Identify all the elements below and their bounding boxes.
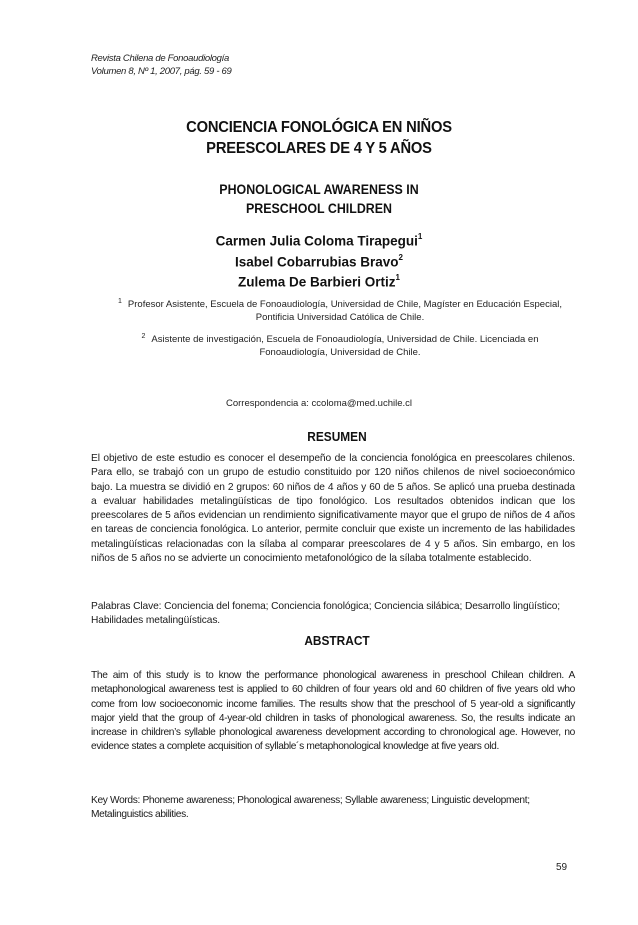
affiliation (100, 295, 580, 324)
journal-name: Revista Chilena de Fonoaudiología (91, 53, 229, 64)
title-english (26, 180, 613, 218)
abstract-paragraph: The aim of this study is to know the performance phonological awareness in preschool Chilean children. A metaphonological awareness test is applied to 60 children of four years old and 60 children of five years old who come from low socioeconomic income families. The results show that the preschool of 5 year-old a significantly major yield that the group of 4-year-old children in tasks of phonological awareness. So, the results indicate an increase in children’s syllable phonological awareness development according to chronological age. However, no evidence states a complete acquisition of syllable´s metaphonological knowledge at five years old. (91, 670, 575, 753)
page-number: 59 (556, 862, 568, 873)
author-affiliation-mark: 1 (395, 273, 400, 282)
affiliation-mark: 2 (141, 333, 146, 340)
title-english-line1: PHONOLOGICAL AWARENESS IN (219, 182, 419, 197)
abstract-heading: ABSTRACT (304, 634, 370, 648)
author-affiliation-mark: 1 (417, 232, 423, 241)
affiliation-mark: 1 (118, 298, 122, 305)
title-spanish-line1: CONCIENCIA FONOLÓGICA EN NIÑOS (186, 119, 452, 136)
correspondence-line: Correspondencia a: ccoloma@med.uchile.cl (225, 398, 412, 409)
author-name: Isabel Cobarrubias Bravo (234, 254, 399, 269)
affiliation-text: Profesor Asistente, Escuela de Fonoaudiología, Universidad de Chile, Magíster en Educación Especial, Pontificia Universidad Católica de Chile. (127, 299, 562, 324)
title-spanish-line2: PREESCOLARES DE 4 Y 5 AÑOS (206, 140, 432, 157)
author (0, 270, 638, 291)
journal-header (91, 53, 232, 78)
author-name: Carmen Julia Coloma Tirapegui (215, 233, 418, 249)
title-spanish (26, 117, 613, 159)
author (0, 229, 638, 250)
affiliation-text: Asistente de investigación, Escuela de Fonoaudiología, Universidad de Chile. Licenciada en Fonoaudiología, Universidad de Chile. (151, 334, 539, 359)
resumen-paragraph: El objetivo de este estudio es conocer el desempeño de la conciencia fonológica en preescolares chilenos. Para ello, se trabajó con un grupo de estudio constituido por 120 niños chilenos de nivel socioeconómico bajo. La muestra se dividió en 2 grupos: 60 niños de 4 años y 60 de 5 años. Se aplicó una prueba destinada a evaluar habilidades metalingüísticas de tipo fonológico. Los resultados obtenidos indican que los preescolares de 5 años evidencian un rendimiento significativamente mayor que el grupo de niños de 4 años en tareas de conciencia fonológica. Lo anterior, permite concluir que existe un incremento de las habilidades metalingüísticas relacionadas con la sílaba al comparar preescolares de 4 y 5 años. Sin embargo, en los niños de 5 años no se advierte un conocimiento metafonológico de la sílaba totalmente establecido. (91, 453, 575, 565)
author-list (0, 229, 638, 291)
resumen-heading: RESUMEN (307, 430, 367, 444)
key-words: Key Words: Phoneme awareness; Phonological awareness; Syllable awareness; Linguistic development; Metalinguistics abilities. (91, 795, 530, 821)
title-english-line2: PRESCHOOL CHILDREN (245, 201, 393, 216)
affiliation (130, 330, 550, 359)
author (0, 250, 638, 271)
author-name: Zulema De Barbieri Ortiz (238, 274, 396, 290)
palabras-clave: Palabras Clave: Conciencia del fonema; Conciencia fonológica; Conciencia silábica; Desarrollo lingüístico; Habilidades metalingüísticas. (91, 601, 561, 627)
journal-volume: Volumen 8, Nº 1, 2007, pág. 59 - 69 (91, 65, 232, 77)
author-affiliation-mark: 2 (398, 252, 403, 262)
